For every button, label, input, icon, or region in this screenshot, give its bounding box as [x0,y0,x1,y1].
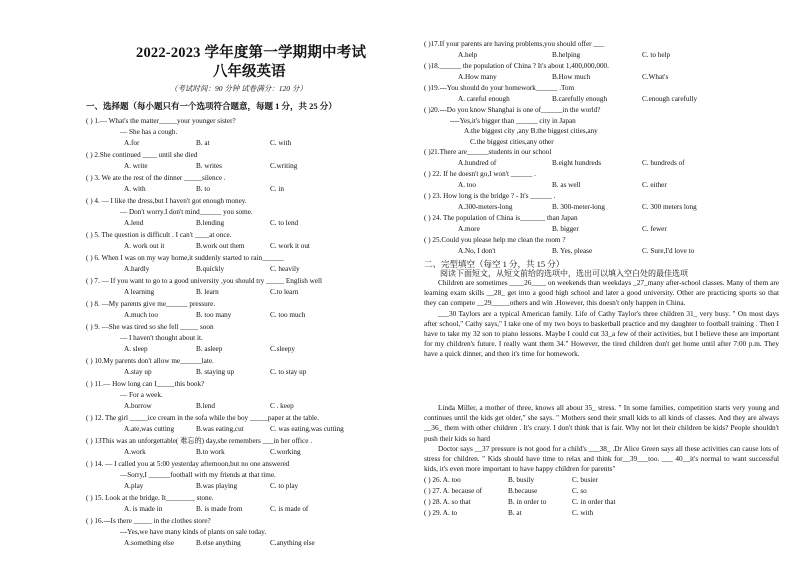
option-c: C. 300 meters long [642,202,697,211]
question-stem: ( )21.There are______students in our school [424,148,552,156]
question-stem: ( ) 24. The population of China is_______ than Japan [424,214,578,222]
option-a: A. write [124,162,148,170]
option-a: A. sleep [124,345,148,353]
question-stem: ( ) 5. The question is difficult . I can't ____at once. [86,231,232,239]
option-a: A.borrow [124,402,152,410]
title-subject: 八年级英语 [213,64,286,80]
question-dialog-line: ----Yes,it's bigger than ______ city in Japan [450,116,576,125]
question-stem: ( ) 3. We ate the rest of the dinner _____silence . [86,174,226,182]
option-c: C.writing [270,162,298,170]
option-b: B. is made from [196,505,243,513]
question-stem: ( )20.---Do you know Shanghai is one of______in the world? [424,106,601,114]
question-dialog-line: — Don't worry.I don't mind______ you some. [120,208,253,216]
option-a: A.lend [124,219,144,227]
question-dialog-line: ---Yes,we have many kinds of plants on sale today. [120,528,267,536]
option-c: C.enough carefully [642,94,698,103]
option-c: C. heavily [270,265,300,273]
option-a: A.work [124,448,146,456]
option-c: C. is made of [270,505,309,513]
question-stem: ( ) 12. The girl _____ice cream in the sofa while the boy _____paper at the table. [86,414,319,422]
question-stem: ( ) 25.Could you please help me clean the room ? [424,236,566,244]
cloze-option-c: C. busier [572,476,598,484]
passage2-paragraph-2: Doctor says __37 pressure is not good for a child's ___38_ .Dr Alice Green says all these activities can cause lots of stress for children. " Kids should have time to relax and think for__39___too. ___ 40__it's normal to want successful kids, it's even more important to have happy children for parents" [424,443,779,474]
option-b: B. writes [196,162,222,170]
option-a: A. is made in [124,505,163,513]
option-b: B. learn [196,288,219,296]
option-c: C. to lend [270,219,299,227]
cloze-option-c: C. with [572,509,594,517]
question-stem: ( ) 11.— How long can I_____this book? [86,380,205,388]
option-a: A. too [458,180,476,189]
option-b: B.helping [552,50,581,59]
option-c: C. work it out [270,242,310,250]
exam-note: （考试时间：90 分钟 试卷满分：120 分） [170,84,307,93]
option-a: A. with [124,185,146,193]
option-a: A.How many [458,72,497,81]
option-c: C.What's [642,72,669,81]
option-b: B. bigger [552,224,579,233]
option-c: C. hundreds of [642,158,685,167]
option-b: B.lending [196,219,225,227]
option-b: B. to [196,185,210,193]
question-stem: ( ) 8. —My parents give me______ pressure. [86,300,216,308]
option-b: B.How much [552,72,591,81]
option-a: A.hardly [124,265,150,273]
cloze-option-b: B. busily [508,476,534,484]
option-c: C. to stay up [270,368,307,376]
question-stem: ( ) 13This was an unforgettable( 难忘的) day,she remembers ___in her office . [86,437,313,445]
option-b: B.carefully enough [552,94,608,103]
option-b: B. staying up [196,368,235,376]
question-stem: ( ) 7. — If you want to go to a good university ,you should try _____ English well [86,277,322,285]
question-stem: ( ) 10.My parents don't allow me______late. [86,357,214,365]
cloze-option-a: ( ) 26. A. too [424,476,461,484]
question-stem: ( ) 15. Look at the bridge. It________ stone. [86,494,214,502]
section2-heading: 二、完型填空（每空 1 分，共 15 分） [424,259,565,269]
option-c: C. in [270,185,284,193]
question-stem: ( ) 16.---Is there _____ in the clothes store? [86,517,211,525]
option-c: C. to play [270,482,299,490]
question-stem: ( )18.______ the population of China ? It's about 1,400,000,000. [424,62,609,70]
option-b: B. asleep [196,345,223,353]
question-stem: ( ) 14. — I called you at 5:00 yesterday afternoon,but no one answered [86,460,290,468]
cloze-option-a: ( ) 28. A. so that [424,498,471,506]
passage2-paragraph-1: Linda Miller, a mother of three, knows all about 35_ stress. " In some families, competition starts very young and continues until the kids get older," she says. " Mothers send their small kids to all kinds of classes. And they are always __36_ them with other children . It's crazy. I don't think that is fair. Why not let their children be kids? People shouldn't push their kids so hard [424,403,779,443]
option-a: A.No, I don't [458,246,496,255]
question-dialog-line: — I haven't thought about it. [120,334,203,342]
cloze-passage-2 [424,403,779,474]
option-a: A.ate,was cutting [124,425,175,433]
option-a: A.more [458,224,480,233]
option-b: B.eight hundreds [552,158,602,167]
option-b: B. at [196,139,210,147]
option-a: A. work out it [124,242,165,250]
option-a: A.play [124,482,144,490]
option-b: B. as well [552,180,581,189]
option-b: B.was eating,cut [196,425,244,433]
title-year: 2022-2023 学年度第一学期期中考试 [136,45,367,61]
question-dialog-line: — She has a cough. [120,128,178,136]
question-stem: ( ) 6. When I was on my way home,it suddenly started to rain______ [86,254,284,262]
passage1-paragraph-2: ___30 Taylors are a typical American family. Life of Cathy Taylor's three children 31_ very busy. " On most days after school," Cathy says," I take one of my two boys to basketball practice and my daughter to football training . Then I have to take my 32 son to piano lessons. Maybe I could cut 33_a few of their activities, but I believe these are important for my children's future. I really want them 34." However, the tired children don't get home until after 7:00 p.m. They have a quick dinner, and then it's time for homework. [424,308,779,359]
option-c: C. was eating,was cutting [270,425,344,433]
option-c: C.working [270,448,301,456]
option-a: A.stay up [124,368,152,376]
option-b: B.else anything [196,539,241,547]
question-stem: ( ) 9. —She was tired so she fell _____ soon [86,323,214,331]
question-stem: ( ) 1.— What's the matter_____your younger sister? [86,117,236,125]
question-stem: ( )17.If your parents are having problems,you should offer ___ [424,40,605,48]
question-stem: ( ) 23. How long is the bridge ? - It's ______ . [424,192,556,200]
option-b: B.was playing [196,482,238,490]
option-c: C. either [642,180,667,189]
option-a: A.hundred of [458,158,497,167]
option-b: B.quickly [196,265,225,273]
option-a: A.help [458,50,478,59]
cloze-option-c: C. in order that [572,498,616,506]
question-stem: ( ) 22. If he doesn't go,I won't ______ . [424,170,536,178]
option-c: C. to help [642,50,671,59]
cloze-option-b: B. at [508,509,522,517]
cloze-option-b: B.because [508,487,538,495]
option-b: B. too many [196,311,232,319]
option-row: A.the biggest city ,any B.the biggest cities,any [464,127,598,135]
question-dialog-line: — For a week. [120,391,163,399]
option-c: C . keep [270,402,294,410]
question-dialog-line: —Sorry,I ______football with my friends at that time. [120,471,276,479]
question-stem: ( )19.---You should do your homework______ .Tom [424,84,575,92]
option-a: A.something else [124,539,174,547]
question-stem: ( ) 2.She continued ____ until she died [86,151,198,159]
option-a: A.300-meters-long [458,202,513,211]
option-a: A.much too [124,311,158,319]
option-b: B.lend [196,402,215,410]
option-c: C.sleepy [270,345,295,353]
option-a: A.for [124,139,140,147]
option-a: A. careful enough [458,94,510,103]
section1-heading: 一、选择题（每小题只有一个选项符合题意，每题 1 分，共 25 分） [86,101,337,111]
cloze-option-a: ( ) 27. A. because of [424,487,483,495]
option-c: C.anything else [270,539,315,547]
option-c: C. too much [270,311,306,319]
cloze-option-c: C. so [572,487,587,495]
option-c: C. fewer [642,224,667,233]
question-stem: ( ) 4. — I like the dress,but I haven't got enough money. [86,197,247,205]
option-c: C.to learn [270,288,299,296]
passage1-paragraph-1: Children are sometimes ____26____ on weekends than weekdays _27_many after-school classes. Many of them are learning exam skills __28_ get into a good high school and later a good university. Other are practicing sports so that they can compete __29_____others and win .However, this doesn't only happen in China. [424,278,779,308]
option-b: B. Yes, please [552,246,593,255]
option-c: C. with [270,139,292,147]
cloze-option-b: B. in order to [508,498,547,506]
section2-instruction: 阅读下面短文，从短文前给的选项中，选出可以填入空白处的最佳选项 [440,269,688,278]
option-b: B. 300-meter-long [552,202,605,211]
option-c: C. Sure,I'd love to [642,246,695,255]
option-b: B.to work [196,448,225,456]
cloze-option-a: ( ) 29. A. to [424,509,458,517]
option-row: C.the biggest cities,any other [470,137,554,146]
cloze-passage-1 [424,278,779,360]
option-a: A learning [124,288,155,296]
option-b: B.work out them [196,242,245,250]
